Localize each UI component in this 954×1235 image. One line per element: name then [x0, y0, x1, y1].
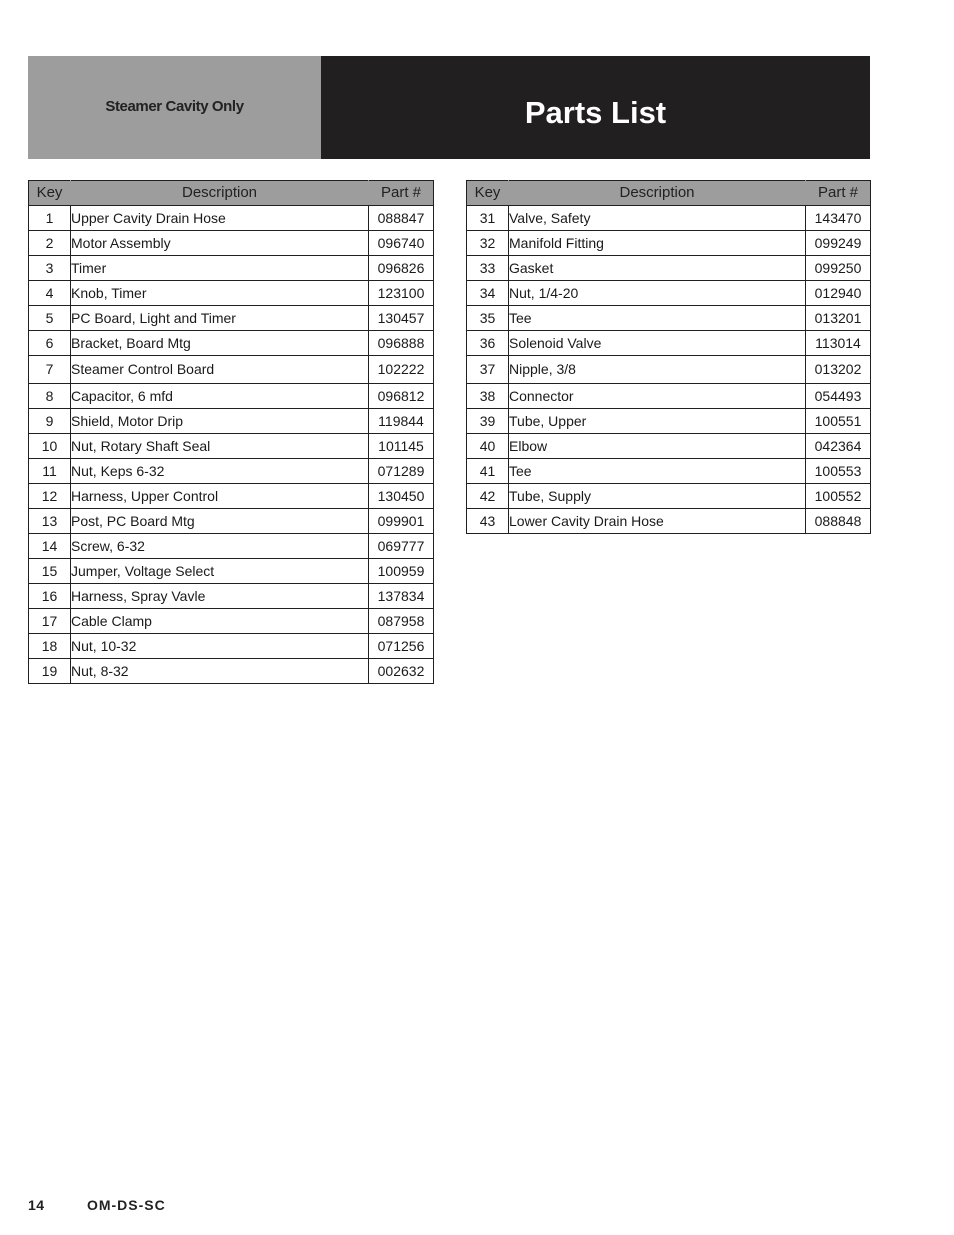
- part-description: Tube, Supply: [509, 484, 806, 509]
- part-description: PC Board, Light and Timer: [71, 306, 369, 331]
- part-number: 071256: [369, 634, 434, 659]
- table-header-row: [29, 181, 434, 206]
- table-row: [467, 434, 871, 459]
- part-number: 054493: [806, 384, 871, 409]
- part-key: 9: [29, 409, 71, 434]
- column-header-part: Part #: [806, 181, 871, 206]
- part-description: Tee: [509, 306, 806, 331]
- part-key: 13: [29, 509, 71, 534]
- part-key: 5: [29, 306, 71, 331]
- table-row: [29, 509, 434, 534]
- part-description: Tee: [509, 459, 806, 484]
- part-key: 2: [29, 231, 71, 256]
- part-number: 123100: [369, 281, 434, 306]
- part-key: 7: [29, 356, 71, 384]
- part-key: 16: [29, 584, 71, 609]
- part-number: 100959: [369, 559, 434, 584]
- part-description: Connector: [509, 384, 806, 409]
- part-number: 099901: [369, 509, 434, 534]
- part-number: 130450: [369, 484, 434, 509]
- table-row: [467, 231, 871, 256]
- part-description: Nut, 1/4-20: [509, 281, 806, 306]
- part-number: 100551: [806, 409, 871, 434]
- part-description: Nut, Keps 6-32: [71, 459, 369, 484]
- part-key: 17: [29, 609, 71, 634]
- part-description: Harness, Upper Control: [71, 484, 369, 509]
- part-key: 12: [29, 484, 71, 509]
- part-number: 087958: [369, 609, 434, 634]
- part-description: Gasket: [509, 256, 806, 281]
- table-row: [29, 434, 434, 459]
- part-key: 10: [29, 434, 71, 459]
- part-number: 042364: [806, 434, 871, 459]
- table-row: [467, 256, 871, 281]
- table-row: [29, 609, 434, 634]
- part-description: Timer: [71, 256, 369, 281]
- part-description: Nipple, 3/8: [509, 356, 806, 384]
- document-code: OM-DS-SC: [86, 1197, 166, 1213]
- table-row: [29, 356, 434, 384]
- page-number: 14: [28, 1197, 45, 1213]
- part-key: 42: [467, 484, 509, 509]
- part-number: 113014: [806, 331, 871, 356]
- column-header-description: Description: [509, 181, 806, 206]
- table-row: [467, 331, 871, 356]
- table-row: [467, 281, 871, 306]
- table-row: [467, 409, 871, 434]
- part-description: Manifold Fitting: [509, 231, 806, 256]
- table-row: [29, 484, 434, 509]
- table-row: [29, 306, 434, 331]
- table-row: [29, 256, 434, 281]
- table-row: [467, 459, 871, 484]
- part-description: Elbow: [509, 434, 806, 459]
- column-header-key: Key: [467, 181, 509, 206]
- part-number: 101145: [369, 434, 434, 459]
- part-key: 38: [467, 384, 509, 409]
- part-description: Lower Cavity Drain Hose: [509, 509, 806, 534]
- part-key: 32: [467, 231, 509, 256]
- table-row: [29, 281, 434, 306]
- part-description: Upper Cavity Drain Hose: [71, 206, 369, 231]
- part-description: Jumper, Voltage Select: [71, 559, 369, 584]
- part-key: 34: [467, 281, 509, 306]
- table-header-row: [467, 181, 871, 206]
- part-key: 37: [467, 356, 509, 384]
- table-row: [29, 331, 434, 356]
- part-key: 8: [29, 384, 71, 409]
- part-number: 002632: [369, 659, 434, 684]
- part-description: Valve, Safety: [509, 206, 806, 231]
- page-footer: [28, 1197, 166, 1213]
- part-number: 143470: [806, 206, 871, 231]
- table-row: [467, 484, 871, 509]
- part-number: 096826: [369, 256, 434, 281]
- part-number: 137834: [369, 584, 434, 609]
- part-description: Cable Clamp: [71, 609, 369, 634]
- table-row: [29, 584, 434, 609]
- table-row: [29, 534, 434, 559]
- table-row: [467, 384, 871, 409]
- parts-table-left: [28, 180, 434, 684]
- part-number: 013201: [806, 306, 871, 331]
- part-description: Knob, Timer: [71, 281, 369, 306]
- header-banner: [28, 56, 870, 159]
- part-description: Screw, 6-32: [71, 534, 369, 559]
- part-description: Nut, 8-32: [71, 659, 369, 684]
- table-row: [29, 659, 434, 684]
- table-row: [467, 206, 871, 231]
- header-title-panel: [321, 56, 870, 159]
- page-title: Parts List: [524, 94, 667, 130]
- part-number: 069777: [369, 534, 434, 559]
- part-key: 3: [29, 256, 71, 281]
- part-number: 088848: [806, 509, 871, 534]
- table-row: [29, 231, 434, 256]
- table-row: [29, 459, 434, 484]
- part-key: 40: [467, 434, 509, 459]
- column-header-description: Description: [71, 181, 369, 206]
- table-row: [467, 306, 871, 331]
- part-key: 39: [467, 409, 509, 434]
- part-description: Post, PC Board Mtg: [71, 509, 369, 534]
- part-description: Motor Assembly: [71, 231, 369, 256]
- part-key: 1: [29, 206, 71, 231]
- table-row: [29, 409, 434, 434]
- table-row: [29, 559, 434, 584]
- part-description: Steamer Control Board: [71, 356, 369, 384]
- part-description: Tube, Upper: [509, 409, 806, 434]
- part-key: 15: [29, 559, 71, 584]
- section-subtitle: Steamer Cavity Only: [105, 98, 244, 115]
- part-number: 099249: [806, 231, 871, 256]
- part-key: 11: [29, 459, 71, 484]
- part-key: 41: [467, 459, 509, 484]
- part-key: 6: [29, 331, 71, 356]
- part-description: Bracket, Board Mtg: [71, 331, 369, 356]
- part-key: 36: [467, 331, 509, 356]
- part-number: 096812: [369, 384, 434, 409]
- part-number: 130457: [369, 306, 434, 331]
- parts-table-right: [466, 180, 871, 534]
- part-key: 18: [29, 634, 71, 659]
- table-row: [29, 384, 434, 409]
- part-description: Capacitor, 6 mfd: [71, 384, 369, 409]
- part-number: 088847: [369, 206, 434, 231]
- table-row: [29, 206, 434, 231]
- header-subtitle-panel: [28, 56, 321, 159]
- part-description: Shield, Motor Drip: [71, 409, 369, 434]
- part-number: 071289: [369, 459, 434, 484]
- part-number: 096740: [369, 231, 434, 256]
- part-key: 14: [29, 534, 71, 559]
- part-key: 33: [467, 256, 509, 281]
- part-number: 013202: [806, 356, 871, 384]
- part-number: 100552: [806, 484, 871, 509]
- part-number: 096888: [369, 331, 434, 356]
- part-number: 119844: [369, 409, 434, 434]
- part-number: 102222: [369, 356, 434, 384]
- part-key: 19: [29, 659, 71, 684]
- part-number: 099250: [806, 256, 871, 281]
- part-number: 100553: [806, 459, 871, 484]
- part-key: 31: [467, 206, 509, 231]
- part-description: Nut, Rotary Shaft Seal: [71, 434, 369, 459]
- table-row: [29, 634, 434, 659]
- part-key: 35: [467, 306, 509, 331]
- part-key: 43: [467, 509, 509, 534]
- part-description: Solenoid Valve: [509, 331, 806, 356]
- part-key: 4: [29, 281, 71, 306]
- part-number: 012940: [806, 281, 871, 306]
- table-row: [467, 356, 871, 384]
- column-header-part: Part #: [369, 181, 434, 206]
- column-header-key: Key: [29, 181, 71, 206]
- part-description: Harness, Spray Vavle: [71, 584, 369, 609]
- table-row: [467, 509, 871, 534]
- part-description: Nut, 10-32: [71, 634, 369, 659]
